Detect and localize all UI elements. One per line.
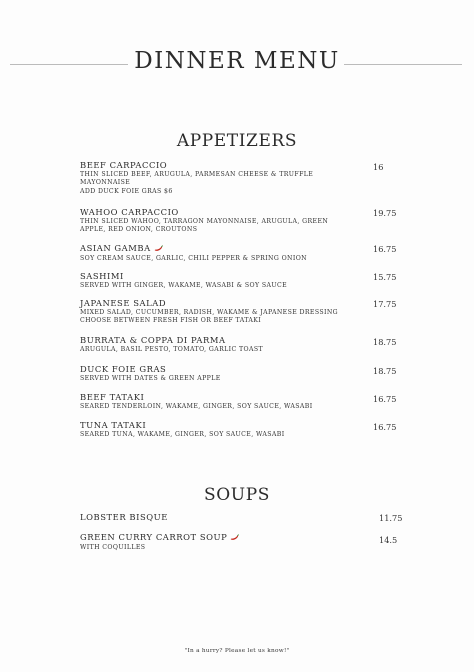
item-name: GREEN CURRY CARROT SOUP [80,532,228,542]
item-name: TUNA TATAKI [80,420,147,430]
item-description: SEARED TUNA, WAKAME, GINGER, SOY SAUCE, WASABI [80,431,285,438]
menu-item [80,532,400,552]
item-name: DUCK FOIE GRAS [80,364,167,374]
menu-item [80,335,400,354]
item-description: CHOOSE BETWEEN FRESH FISH OR BEEF TATAKI [80,317,262,325]
item-name-row [80,532,400,544]
item-price: 18.75 [373,366,397,376]
menu-title-block [0,48,474,78]
menu-item [80,207,400,235]
item-name: ASIAN GAMBA [80,243,151,253]
menu-item [80,271,400,290]
item-price: 14.5 [379,535,398,545]
item-name: BURRATA & COPPA DI PARMA [80,335,226,345]
item-price: 15.75 [373,272,397,282]
item-description: WITH COQUILLES [80,544,146,551]
item-price: 16 [373,162,384,172]
menu-item [80,160,400,196]
item-name: BEEF CARPACCIO [80,160,168,170]
item-price: 19.75 [373,208,397,218]
item-description: MIXED SALAD, CUCUMBER, RADISH, WAKAME & JAPANESE DRESSING [80,309,339,316]
item-description: ADD DUCK FOIE GRAS $6 [80,187,173,195]
item-name: SASHIMI [80,271,124,281]
item-name: LOBSTER BISQUE [80,512,168,522]
footer-note: "In a hurry? Please let us know!" [184,648,290,654]
item-price: 16.75 [373,244,397,254]
menu-item [80,298,400,326]
chili-pepper-icon [230,533,240,544]
item-description: THIN SLICED WAHOO, TARRAGON MAYONNAISE, ARUGULA, GREEN [80,218,329,225]
item-price: 18.75 [373,337,397,347]
item-description: SERVED WITH GINGER, WAKAME, WASABI & SOY SAUCE [80,282,287,289]
chili-pepper-icon [154,244,164,255]
menu-item [80,243,400,263]
item-name: WAHOO CARPACCIO [80,207,179,217]
item-price: 17.75 [373,299,397,309]
menu-item [80,364,400,383]
title-divider-right [344,64,462,65]
item-description: SOY CREAM SAUCE, GARLIC, CHILI PEPPER & SPRING ONION [80,255,307,262]
item-description: SERVED WITH DATES & GREEN APPLE [80,375,221,382]
item-description: THIN SLICED BEEF, ARUGULA, PARMESAN CHEESE & TRUFFLE [80,171,314,178]
item-name: BEEF TATAKI [80,392,145,402]
menu-item [80,512,403,523]
item-price: 11.75 [379,513,403,523]
soups-heading: SOUPS [204,485,270,505]
menu-item [80,420,400,439]
item-price: 16.75 [373,422,397,432]
item-price: 16.75 [373,394,397,404]
item-description: SEARED TENDERLOIN, WAKAME, GINGER, SOY SAUCE, WASABI [80,403,313,410]
menu-item [80,392,400,411]
item-description: ARUGULA, BASIL PESTO, TOMATO, GARLIC TOAST [80,346,264,353]
item-description: APPLE, RED ONION, CROUTONS [80,226,198,234]
menu-title: DINNER MENU [134,48,340,74]
item-name-row [80,243,400,255]
item-name: JAPANESE SALAD [80,298,167,308]
item-description: MAYONNAISE [80,179,131,187]
appetizers-heading: APPETIZERS [176,131,298,151]
